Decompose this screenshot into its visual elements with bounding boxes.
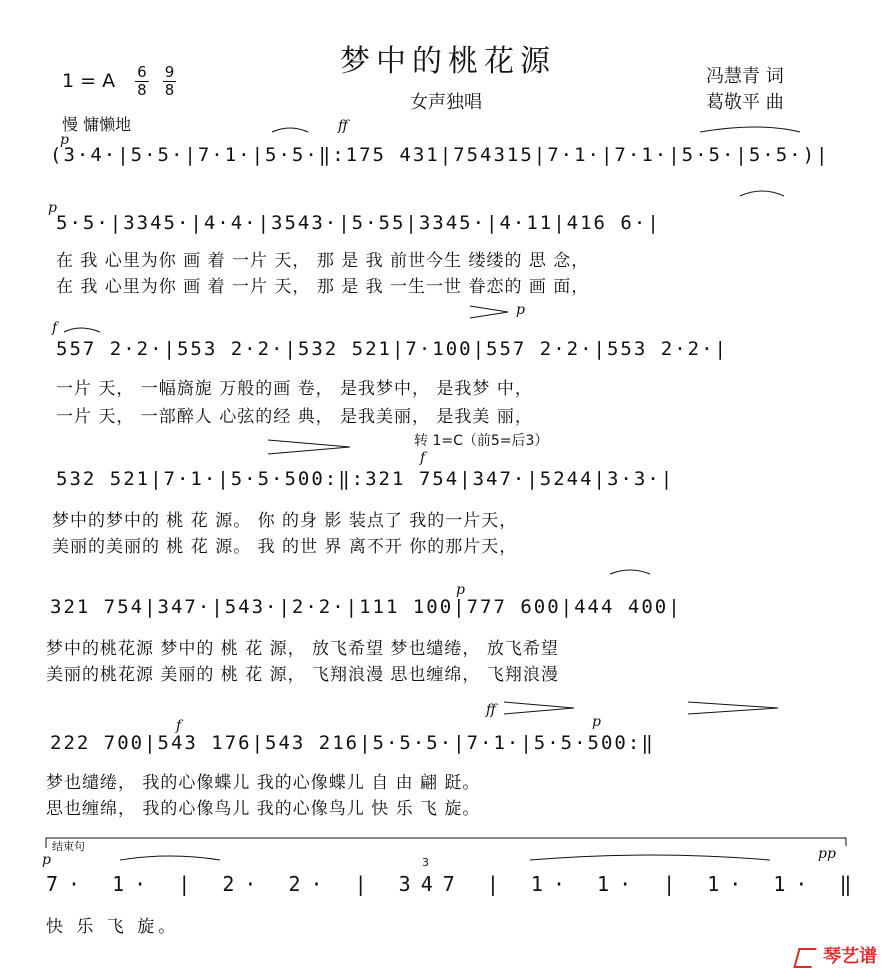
lyrics-row-3-verse-1: 一片 天， 一幅旖旎 万般的画 卷， 是我梦中， 是我梦 中， (56, 379, 533, 399)
triplet-mark: 3 (422, 856, 429, 869)
notation-row-3: 557 2·2·|553 2·2·|532 521|7·100|557 2·2·|553 2·2·| (56, 338, 728, 360)
dynamic-mark: p (516, 302, 525, 318)
logo-text: 琴艺谱 (823, 946, 878, 967)
lyricist-credit: 冯慧青 词 (706, 66, 784, 87)
tie-arc (120, 856, 220, 860)
lyrics-row-6-verse-1: 梦也缱绻， 我的心像蝶儿 我的心像蝶儿 自 由 翩 跹。 (46, 773, 481, 793)
tie-arc (610, 570, 650, 574)
dynamic-mark: p (60, 132, 69, 148)
decrescendo-wedge (268, 440, 350, 454)
lyrics-row-2-verse-1: 在 我 心里为你 画 着 一片 天， 那 是 我 前世今生 缕缕的 思 念， (56, 251, 590, 271)
dynamic-mark: p (42, 852, 51, 868)
dynamic-mark: p (592, 714, 601, 730)
time2-numerator: 9 (164, 63, 175, 81)
watermark-logo (796, 942, 877, 968)
notation-row-6: 222 700|543 176|543 216|5·5·5·|7·1·|5·5·500:‖ (50, 732, 655, 754)
notation-row-4: 532 521|7·1·|5·5·500:‖:321 754|347·|5244|3·3·| (56, 468, 675, 490)
dynamic-mark: f (420, 450, 426, 466)
key-label: 1 = A (62, 70, 116, 92)
notation-row-7: 7· 1· | 2· 2· | 347 | 1· 1· | 1· 1· ‖ (46, 872, 862, 896)
notation-row-5: 321 754|347·|543·|2·2·|111 100|777 600|444 400| (50, 596, 682, 618)
decrescendo-wedge (470, 306, 508, 318)
tie-arc (530, 855, 770, 860)
dynamic-mark: p (48, 200, 57, 216)
logo-icon (793, 948, 816, 968)
lyrics-row-4-verse-2: 美丽的美丽的 桃 花 源。 我 的世 界 离不开 你的那片天， (52, 537, 518, 557)
lyrics-row-5-verse-2: 美丽的桃花源 美丽的 桃 花 源， 飞翔浪漫 思也缠绵， 飞翔浪漫 (46, 665, 559, 685)
lyrics-row-2-verse-2: 在 我 心里为你 画 着 一片 天， 那 是 我 一生一世 眷恋的 画 面， (56, 277, 590, 297)
ending-bracket (46, 838, 846, 848)
decrescendo-wedge (688, 702, 778, 714)
decrescendo-wedge (504, 702, 574, 714)
lyrics-row-6-verse-2: 思也缠绵， 我的心像鸟儿 我的心像鸟儿 快 乐 飞 旋。 (46, 799, 481, 819)
dynamic-mark: p (456, 582, 465, 598)
lyrics-row-4-verse-1: 梦中的梦中的 桃 花 源。 你 的身 影 装点了 我的一片天， (52, 511, 518, 531)
notation-row-1: (3·4·|5·5·|7·1·|5·5·‖:175 431|754315|7·1·|7·1·|5·5·|5·5·)| (50, 144, 830, 166)
ending-label: 结束句 (52, 840, 85, 853)
dynamic-mark: ff (486, 702, 496, 718)
time2-denominator: 8 (164, 81, 175, 99)
notation-row-2: 5·5·|3345·|4·4·|3543·|5·55|3345·|4·11|416 6·| (56, 212, 661, 234)
dynamic-mark: ff (338, 118, 348, 134)
tie-arc (64, 328, 100, 332)
subtitle: 女声独唱 (410, 92, 482, 113)
tie-arc (740, 191, 784, 196)
lyrics-row-3-verse-2: 一片 天， 一部醉人 心弦的经 典， 是我美丽， 是我美 丽， (56, 407, 533, 427)
dynamic-mark: pp (818, 846, 836, 862)
composer-credit: 葛敬平 曲 (706, 92, 784, 113)
tempo-marking: 慢 慵懒地 (62, 115, 132, 134)
dynamic-mark: f (176, 718, 182, 734)
lyrics-row-5-verse-1: 梦中的桃花源 梦中的 桃 花 源， 放飞希望 梦也缱绻， 放飞希望 (46, 639, 559, 659)
page-title: 梦中的桃花源 (340, 44, 556, 79)
tie-arc (272, 128, 308, 132)
time1-denominator: 8 (137, 81, 147, 99)
dynamic-mark: f (52, 320, 58, 336)
modulation-note: 转 1=C（前5=后3） (414, 433, 549, 449)
lyrics-row-7: 快 乐 飞 旋。 (46, 917, 180, 937)
time1-numerator: 6 (137, 63, 147, 81)
tie-arc (700, 127, 800, 132)
